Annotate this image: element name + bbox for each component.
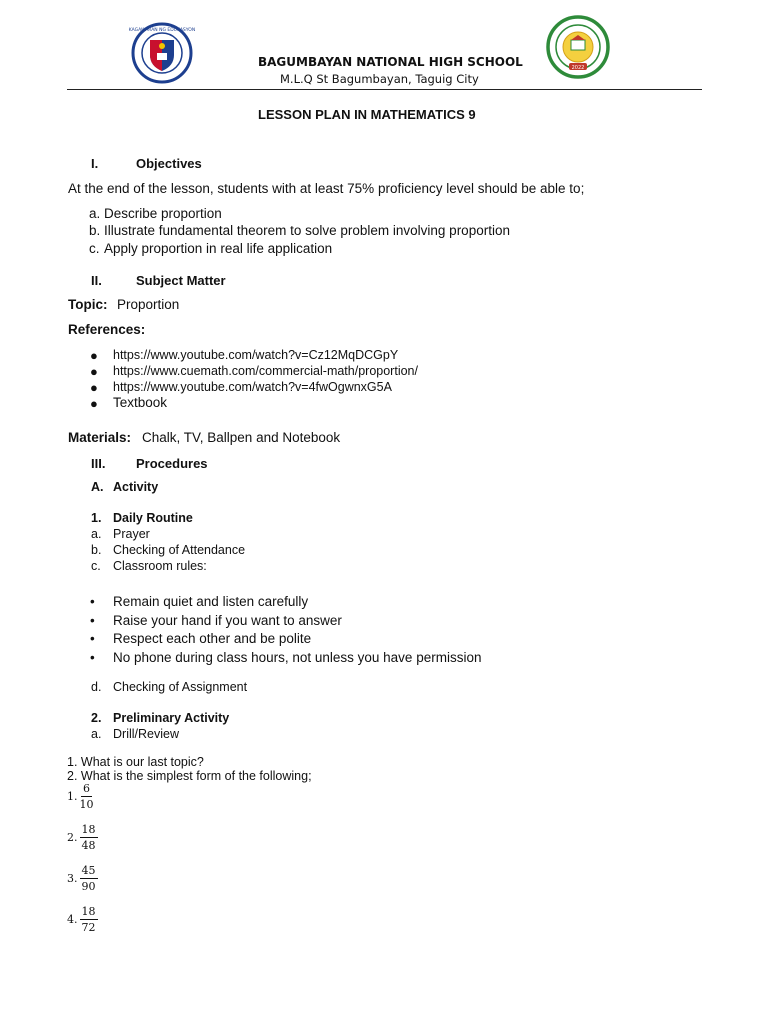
assignment-item: Checking of Assignment xyxy=(113,680,248,694)
routine-item: Prayer xyxy=(113,527,150,541)
school-address: M.L.Q St Bagumbayan, Taguig City xyxy=(280,72,479,86)
objective-marker-a: a. xyxy=(89,206,101,221)
deped-seal-logo xyxy=(126,22,198,84)
procedures-heading: Procedures xyxy=(136,456,208,471)
activity-heading: Activity xyxy=(113,480,159,494)
objective-item: Describe proportion xyxy=(104,206,222,221)
fraction-denominator: 48 xyxy=(81,839,96,852)
bullet-icon: ● xyxy=(90,348,98,363)
objective-marker-b: b. xyxy=(89,223,101,238)
fraction-numerator: 18 xyxy=(81,905,96,918)
rule-item: Raise your hand if you want to answer xyxy=(113,613,342,628)
bullet-icon: • xyxy=(90,631,95,646)
bullet-icon: ● xyxy=(90,396,98,411)
references-label: References: xyxy=(68,322,146,337)
topic-label: Topic: xyxy=(68,297,108,312)
rule-item: Remain quiet and listen carefully xyxy=(113,594,309,609)
procedures-number: III. xyxy=(91,456,106,471)
reference-item: Textbook xyxy=(113,395,168,410)
fraction-label: 2. xyxy=(67,831,78,844)
reference-link[interactable]: https://www.cuemath.com/commercial-math/proportion/ xyxy=(113,364,418,378)
rule-item: Respect each other and be polite xyxy=(113,631,312,646)
routine-marker: b. xyxy=(91,543,102,557)
materials-value: Chalk, TV, Ballpen and Notebook xyxy=(142,430,341,445)
preliminary-marker: 2. xyxy=(91,711,102,725)
rule-item: No phone during class hours, not unless you have permission xyxy=(113,650,482,665)
routine-item: Checking of Attendance xyxy=(113,543,246,557)
fraction-numerator: 18 xyxy=(81,823,96,836)
objectives-number: I. xyxy=(91,156,99,171)
routine-marker: c. xyxy=(91,559,101,573)
fraction-denominator: 90 xyxy=(81,880,96,893)
subject-matter-heading: Subject Matter xyxy=(136,273,226,288)
svg-text:2022: 2022 xyxy=(571,65,585,71)
bullet-icon: • xyxy=(90,594,95,609)
question-item: 1. What is our last topic? xyxy=(67,755,204,769)
assignment-marker: d. xyxy=(91,680,102,694)
bullet-icon: ● xyxy=(90,364,98,379)
objectives-heading: Objectives xyxy=(136,156,202,171)
fraction-item xyxy=(67,864,98,893)
materials-label: Materials: xyxy=(68,430,132,445)
routine-marker: a. xyxy=(91,527,102,541)
fraction-label: 4. xyxy=(67,913,78,926)
fraction-label: 1. xyxy=(67,790,78,803)
bullet-icon: • xyxy=(90,613,95,628)
school-name: BAGUMBAYAN NATIONAL HIGH SCHOOL xyxy=(258,55,523,69)
objective-item: Apply proportion in real life application xyxy=(104,241,333,256)
objective-marker-c: c. xyxy=(89,241,100,256)
question-item: 2. What is the simplest form of the following; xyxy=(67,769,312,783)
fraction-item xyxy=(67,905,98,934)
daily-routine-heading: Daily Routine xyxy=(113,511,193,525)
daily-routine-marker: 1. xyxy=(91,511,102,525)
routine-item: Classroom rules: xyxy=(113,559,207,573)
fraction-numerator: 6 xyxy=(83,782,90,795)
bullet-icon: • xyxy=(90,650,95,665)
drill-marker: a. xyxy=(91,727,102,741)
fraction-item xyxy=(67,782,94,811)
subject-matter-number: II. xyxy=(91,273,102,288)
svg-text:KAGAWARAN NG EDUKASYON: KAGAWARAN NG EDUKASYON xyxy=(128,28,196,33)
preliminary-heading: Preliminary Activity xyxy=(113,711,230,725)
objective-item: Illustrate fundamental theorem to solve problem involving proportion xyxy=(104,223,510,238)
drill-item: Drill/Review xyxy=(113,727,179,741)
reference-link[interactable]: https://www.youtube.com/watch?v=4fwOgwnxG5A xyxy=(113,380,392,394)
fraction-numerator: 45 xyxy=(81,864,96,877)
school-seal-logo xyxy=(538,15,618,79)
activity-marker: A. xyxy=(91,480,104,494)
fraction-denominator: 10 xyxy=(79,798,94,811)
fraction-label: 3. xyxy=(67,872,78,885)
page-title: LESSON PLAN IN MATHEMATICS 9 xyxy=(258,107,476,122)
reference-link[interactable]: https://www.youtube.com/watch?v=Cz12MqDCGpY xyxy=(113,348,399,362)
bullet-icon: ● xyxy=(90,380,98,395)
header-divider xyxy=(67,89,702,90)
fraction-item xyxy=(67,823,98,852)
fraction-denominator: 72 xyxy=(81,921,96,934)
objectives-intro: At the end of the lesson, students with at least 75% proficiency level should be able to; xyxy=(68,181,585,196)
topic-value: Proportion xyxy=(117,297,180,312)
